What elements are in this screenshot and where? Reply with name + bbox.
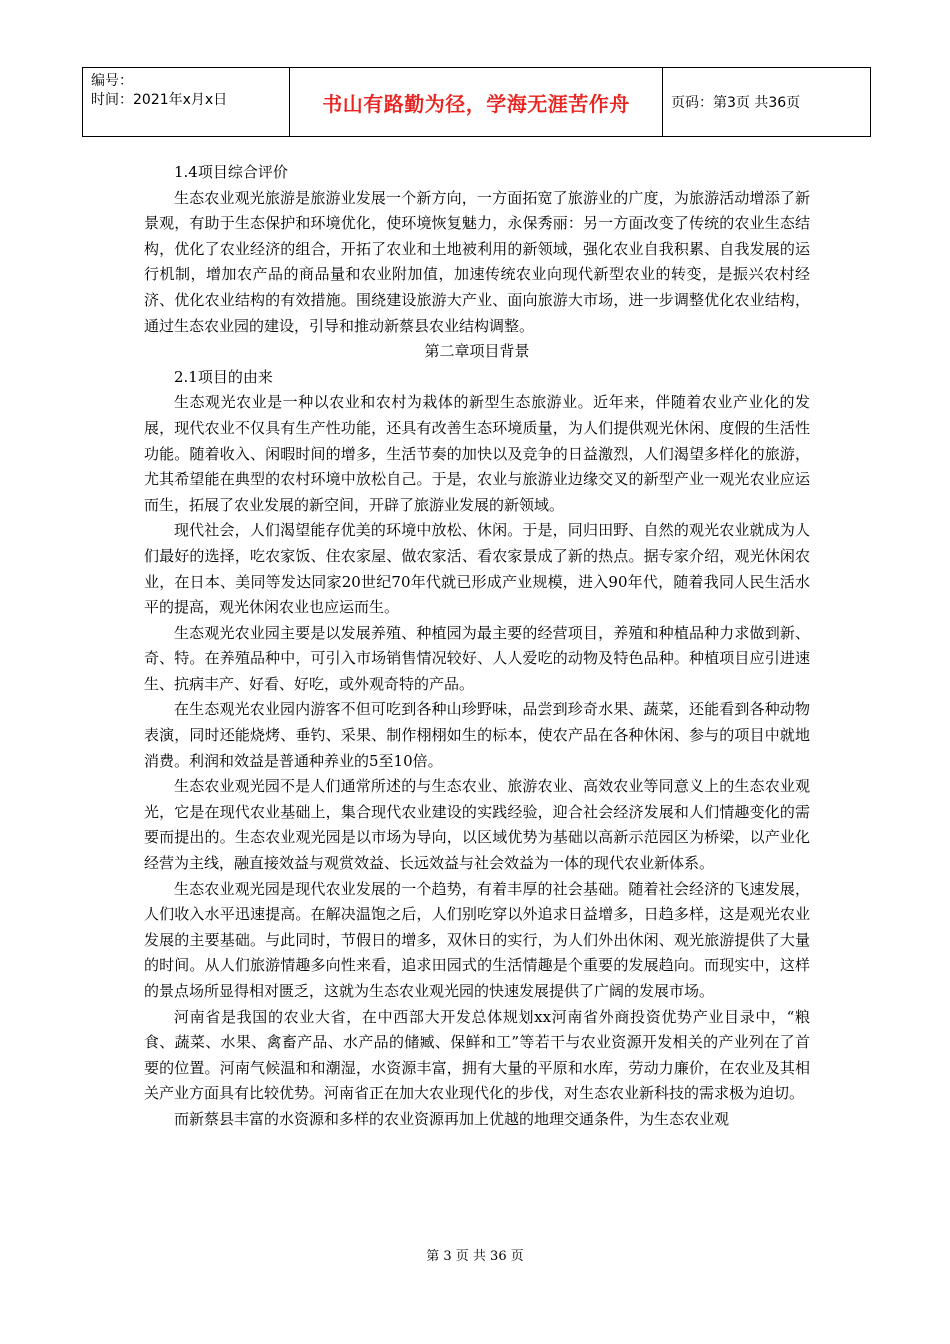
paragraph: 河南省是我国的农业大省，在中西部大开发总体规划xx河南省外商投资优势产业目录中，“粮食、蔬菜、水果、禽畜产品、水产品的储臧、保鲜和工”等若干与农业资源开发相关的产业列在了首要的位置。河南气候温和和潮湿，水资源丰富，拥有大量的平原和水库，劳动力廉价，在农业及其相关产业方面具有比较优势。河南省正在加大农业现代化的步伐，对生态农业新科技的需求极为迫切。 <box>144 1007 810 1103</box>
paragraph: 生态农业观光园不是人们通常所述的与生态农业、旅游农业、高效农业等同意义上的生态农业观光，它是在现代农业基础上，集合现代农业建设的实践经验，迎合社会经济发展和人们情趣变化的需要而提出的。生态农业观光园是以市场为导向，以区域优势为基础以高新示范园区为桥梁，以产业化经营为主线，融直接效益与观赏效益、长远效益与社会效益为一体的现代农业新体系。 <box>144 777 810 873</box>
chapter-title: 第二章项目背景 <box>424 342 530 361</box>
page-footer: 第 3 页 共 36 页 <box>426 1249 524 1264</box>
paragraph: 生态观光农业是一种以农业和农村为栽体的新型生态旅游业。近年来，伴随着农业产业化的发展，现代农业不仅具有生产性功能，还具有改善生态环境质量，为人们提供观光休闲、度假的生活性功能。随着收入、闲暇时间的增多，生活节奏的加快以及竞争的日益激烈，人们渴望多样化的旅游，尤其希望能在典型的农村环境中放松自己。于是，农业与旅游业边缘交叉的新型产业一观光农业应运而生，拓展了农业发展的新空间，开辟了旅游业发展的新领域。 <box>144 393 810 514</box>
paragraph: 在生态观光农业园内游客不但可吃到各种山珍野味，品尝到珍奇水果、蔬菜，还能看到各种动物表演，同时还能烧烤、垂钓、采果、制作栩栩如生的标本，使农产品在各种休闲、参与的项目中就地消费。利润和效益是普通种养业的5至10倍。 <box>144 700 810 770</box>
header-motto: 书山有路勤为径，学海无涯苦作舟 <box>290 68 663 137</box>
header-page-info: 页码：第3页 共36页 <box>663 68 871 137</box>
paragraph: 生态农业观光园是现代农业发展的一个趋势，有着丰厚的社会基础。随着社会经济的飞速发展，人们收入水平迅速提高。在解决温饱之后，人们别吃穿以外追求日益增多，日趋多样，这是观光农业发展的主要基础。与此同时，节假日的增多，双休日的实行，为人们外出休闲、观光旅游提供了大量的时间。从人们旅游情趣多向性来看，追求田园式的生活情趣是个重要的发展趋向。而现实中，这样的景点场所显得相对匮乏，这就为生态农业观光园的快速发展提供了广阔的发展市场。 <box>144 879 810 1000</box>
document-body <box>144 160 810 1133</box>
doc-number-label: 编号： <box>91 73 133 89</box>
section-heading: 2.1项目的由来 <box>174 367 273 386</box>
page-header <box>82 67 871 137</box>
paragraph: 而新蔡县丰富的水资源和多样的农业资源再加上优越的地理交通条件，为生态农业观 <box>174 1109 730 1128</box>
paragraph: 生态农业观光旅游是旅游业发展一个新方向，一方面拓宽了旅游业的广度，为旅游活动增添了新景观，有助于生态保护和环境优化，使环境恢复魅力，永保秀丽：另一方面改变了传统的农业生态结构，优化了农业经济的组合，开拓了农业和土地被利用的新领域，强化农业自我积累、自我发展的运行机制，增加农产品的商品量和农业附加值，加速传统农业向现代新型农业的转变，是振兴农村经济、优化农业结构的有效措施。围绕建设旅游大产业、面向旅游大市场，进一步调整优化农业结构，通过生态农业园的建设，引导和推动新蔡县农业结构调整。 <box>144 188 810 335</box>
paragraph: 生态观光农业园主要是以发展养殖、种植园为最主要的经营项目，养殖和种植品种力求做到新、奇、特。在养殖品种中，可引入市场销售情况较好、人人爱吃的动物及特色品种。种植项目应引进速生、抗病丰产、好看、好吃，或外观奇特的产品。 <box>144 623 810 693</box>
section-heading: 1.4项目综合评价 <box>174 163 288 181</box>
date-line: 时间：2021年x月x日 <box>91 92 228 108</box>
paragraph: 现代社会，人们渴望能存优美的环境中放松、休闲。于是，同归田野、自然的观光农业就成为人们最好的选择，吃农家饭、住农家屋、做农家活、看农家景成了新的热点。据专家介绍，观光休闲农业，在日本、美同等发达同家20世纪70年代就已形成产业规模，进入90年代，随着我同人民生活水平的提高，观光休闲农业也应运而生。 <box>144 521 810 617</box>
header-meta-cell <box>83 68 290 137</box>
